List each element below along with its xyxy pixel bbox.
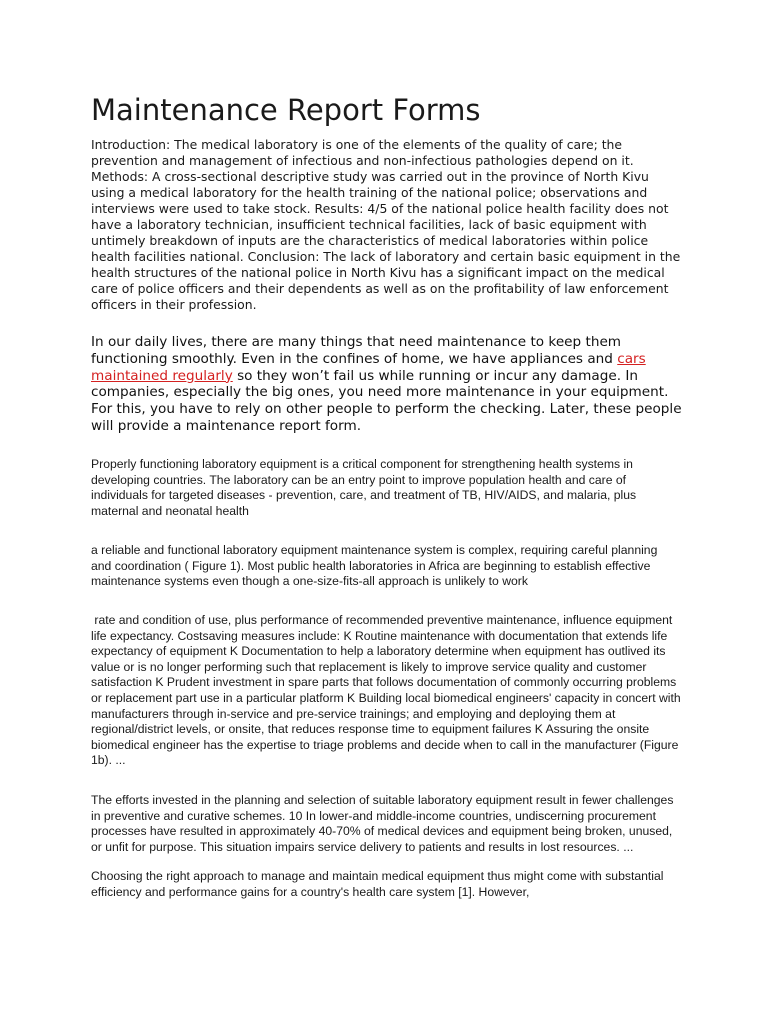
paragraph-cost-saving: rate and condition of use, plus performance of recommended preventive maintenance, influence equipment life expectancy. Costsaving measures include: K Routine maintenance with documentation that extends life expectancy of equipment K Documentation to help a laboratory determine when equipment has outlived its value or is no longer performing such that replacement is likely to improve service quality and customer satisfaction K Prudent investment in spare parts that follows documentation of commonly occurring problems or replacement part use in a particular platform K Building local biomedical engineers' capacity in concert with manufacturers through in-service and pre-service trainings; and employing and deploying them at regional/district levels, or onsite, that reduces response time to equipment failures K Assuring the onsite biomedical engineer has the expertise to triage problems and decide when to call in the manufacturer (Figure 1b). ... (91, 613, 685, 768)
daily-text-after-link: so they won’t fail us while running or incur any damage. In companies, especially the big ones, you need more maintenance in your equipment. For this, you have to rely on other people to perform the checking. Later, these people will provide a maintenance report form. (91, 367, 682, 434)
paragraph-maintenance-system: a reliable and functional laboratory equipment maintenance system is complex, requiring careful planning and coordination ( Figure 1). Most public health laboratories in Africa are beginning to establish effective maintenance systems even though a one-size-fits-all approach is unlikely to work (91, 543, 658, 589)
page-title: Maintenance Report Forms (91, 93, 481, 127)
daily-text-before-link: In our daily lives, there are many things that need maintenance to keep them functioning smoothly. Even in the confines of home, we have appliances and (91, 334, 622, 367)
daily-lives-paragraph (91, 334, 683, 435)
cars-maintained-link[interactable]: cars maintained regularly (91, 350, 646, 384)
paragraph-lab-equipment: Properly functioning laboratory equipment is a critical component for strengthening health systems in developing countries. The laboratory can be an entry point to improve population health and care of individuals for targeted diseases - prevention, care, and treatment of TB, HIV/AIDS, and malaria, plus maternal and neonatal health (91, 457, 637, 518)
paragraph-choosing-approach: Choosing the right approach to manage and maintain medical equipment thus might come with substantial efficiency and performance gains for a country's health care system [1]. However, (91, 869, 664, 899)
paragraph-procurement: The efforts invested in the planning and selection of suitable laboratory equipment result in fewer challenges in preventive and curative schemes. 10 In lower-and middle-income countries, undiscerning procurement processes have resulted in approximately 40-70% of medical devices and equipment being broken, unused, or unfit for purpose. This situation impairs service delivery to patients and results in lost resources. ... (91, 793, 674, 854)
intro-paragraph: Introduction: The medical laboratory is one of the elements of the quality of care; the prevention and management of infectious and non-infectious pathologies depend on it. Methods: A cross-sectional descriptive study was carried out in the province of North Kivu using a medical laboratory for the health training of the national police; observations and interviews were used to take stock. Results: 4/5 of the national police health facility does not have a laboratory technician, insufficient technical facilities, lack of basic equipment with untimely breakdown of inputs are the characteristics of medical laboratories within police health facilities national. Conclusion: The lack of laboratory and certain basic equipment in the health structures of the national police in North Kivu has a significant impact on the medical care of police officers and their dependents as well as on the profitability of law enforcement officers in their profession. (91, 137, 681, 312)
